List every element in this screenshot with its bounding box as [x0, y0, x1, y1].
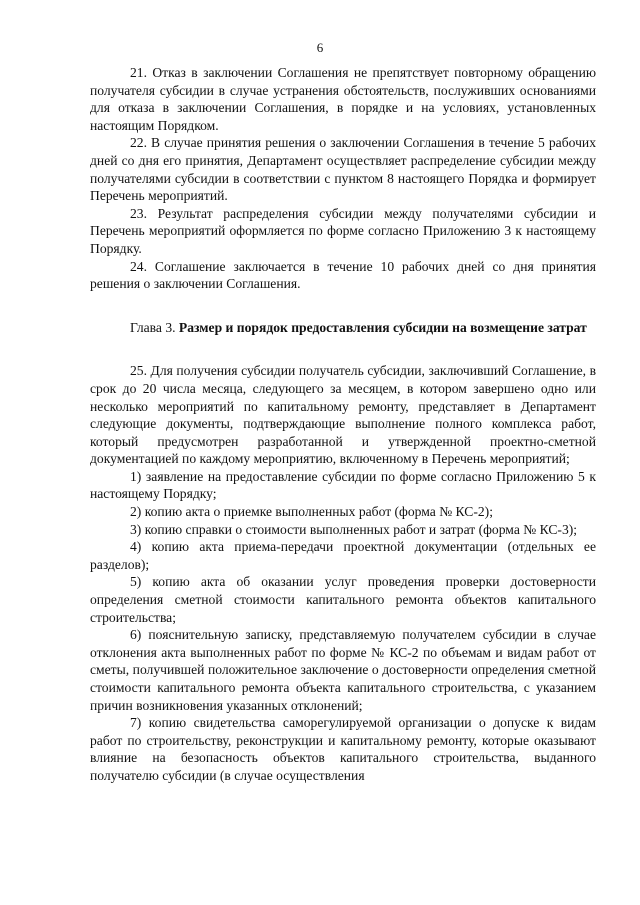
list-item-5: 5) копию акта об оказании услуг проведения проверки достоверности определения сметной стоимости капитального ремонта объектов капитального строительства;: [90, 574, 596, 625]
paragraph-25: 25. Для получения субсидии получатель субсидии, заключивший Соглашение, в срок до 20 числа месяца, следующего за месяцем, в котором завершено одно или несколько мероприятий по капитальному ремонту, представляет в Департамент следующие документы, подтверждающие выполнение полного комплекса работ, который предусмотрен разработанной и утвержденной проектно-сметной документацией по каждому мероприятию, включенному в Перечень мероприятий;: [90, 363, 596, 467]
paragraph-22: 22. В случае принятия решения о заключении Соглашения в течение 5 рабочих дней со дня его принятия, Департамент осуществляет распределение субсидии между получателями субсидии в соответствии с пунктом 8 настоящего Порядка и формирует Перечень мероприятий.: [90, 135, 596, 204]
chapter-title: Размер и порядок предоставления субсидии на возмещение затрат: [178, 319, 587, 335]
list-item-1: 1) заявление на предоставление субсидии по форме согласно Приложению 5 к настоящему Порядку;: [90, 468, 596, 502]
list-item-6: 6) пояснительную записку, представляемую получателем субсидии в случае отклонения акта выполненных работ по форме № КС-2 по объемам и видам работ от сметы, получившей положительное заключение о достоверности определения сметной стоимости капитального ремонта объекта капитального строительства, с указанием причин возникновения указанных отклонений;: [90, 627, 596, 713]
page-number: 6: [316, 40, 324, 55]
list-item-4: 4) копию акта приема-передачи проектной документации (отдельных ее разделов);: [90, 539, 596, 572]
list-item-7: 7) копию свидетельства саморегулируемой организации о допуске к видам работ по строительству, реконструкции и капитальному ремонту, которые оказывают влияние на безопасность объектов капитального строительства, выданного получателю субсидии (в случае осуществления: [90, 715, 596, 783]
chapter-prefix: Глава 3.: [130, 319, 179, 335]
paragraph-23: 23. Результат распределения субсидии между получателями субсидии и Перечень мероприятий оформляется по форме согласно Приложению 3 к настоящему Порядку.: [90, 205, 596, 256]
chapter-heading: [90, 319, 596, 337]
paragraph-21: 21. Отказ в заключении Соглашения не препятствует повторному обращению получателя субсидии в случае устранения обстоятельств, послуживших основаниями для отказа в заключении Соглашения, в порядке и на условиях, установленных настоящим Порядком.: [90, 65, 596, 133]
document-body: [90, 64, 596, 785]
list-item-3: 3) копию справки о стоимости выполненных работ и затрат (форма № КС-3);: [130, 521, 578, 537]
paragraph-24: 24. Соглашение заключается в течение 10 рабочих дней со дня принятия решения о заключении Соглашения.: [90, 258, 596, 292]
list-item-2: 2) копию акта о приемке выполненных работ (форма № КС-2);: [130, 504, 493, 520]
